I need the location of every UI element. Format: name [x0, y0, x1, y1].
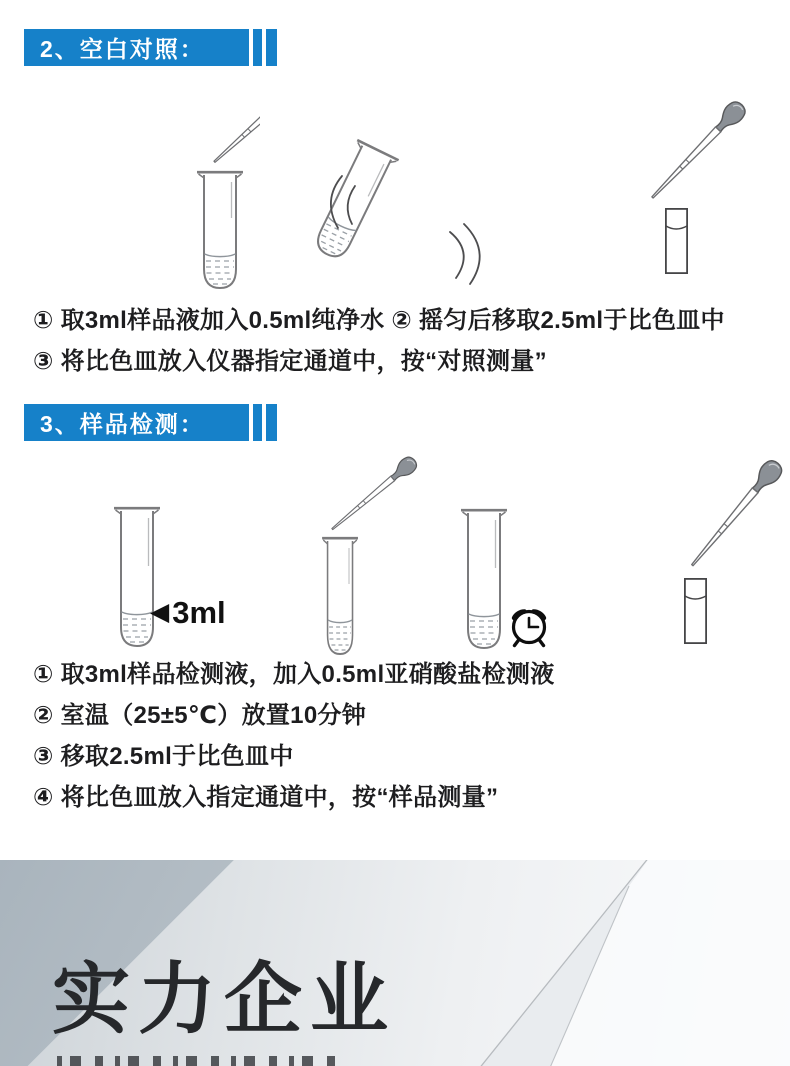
step-line: ④ 将比色皿放入指定通道中，按“样品测量” — [33, 784, 499, 811]
test-tube-icon — [197, 172, 243, 288]
step-line: ② 室温（25±5℃）放置10分钟 — [33, 702, 367, 729]
alarm-clock-icon — [514, 612, 545, 646]
dropper-icon — [685, 457, 786, 572]
section-banner-sample-test — [24, 404, 249, 441]
dropper-icon — [646, 98, 749, 204]
blank-control-steps — [33, 300, 725, 382]
volume-marker-text: 3ml — [172, 595, 226, 630]
section-banner-blank-control — [24, 29, 249, 66]
section-title-sample-test: 3、样品检测： — [40, 411, 205, 437]
volume-marker-3ml — [150, 597, 226, 628]
shake-tube-illustration — [300, 120, 510, 295]
dropper-into-cuvette-illustration — [520, 80, 750, 295]
sample-test-illustration-row — [0, 448, 790, 660]
cuvette-icon — [685, 579, 706, 643]
clipped-text-fragment — [57, 1056, 347, 1066]
tilted-test-tube-icon — [306, 140, 398, 264]
banner-accent-bar — [253, 404, 262, 441]
left-triangle-icon: ◀ — [150, 598, 170, 626]
step-line: ③ 移取2.5ml于比色皿中 — [33, 743, 294, 770]
cuvette-icon — [666, 209, 687, 273]
sample-test-steps — [33, 655, 555, 819]
step-line: ① 取3ml样品检测液，加入0.5ml亚硝酸盐检测液 — [33, 661, 555, 688]
banner-accent-bar — [266, 29, 277, 66]
dropper-icon — [209, 78, 260, 168]
step-line: ③ 将比色皿放入仪器指定通道中，按“对照测量” — [33, 348, 547, 375]
dropper-into-tube-illustration — [90, 78, 260, 298]
dropper-icon — [327, 454, 419, 535]
test-tube-icon — [461, 510, 507, 648]
section-title-blank-control: 2、空白对照： — [40, 36, 205, 62]
banner-accent-bar — [253, 29, 262, 66]
banner-accent-bar — [266, 404, 277, 441]
step-line: ① 取3ml样品液加入0.5ml纯净水 ② 摇匀后移取2.5ml于比色皿中 — [33, 307, 725, 334]
footer-headline: 实力企业 — [52, 954, 397, 1045]
test-tube-icon — [322, 538, 358, 654]
